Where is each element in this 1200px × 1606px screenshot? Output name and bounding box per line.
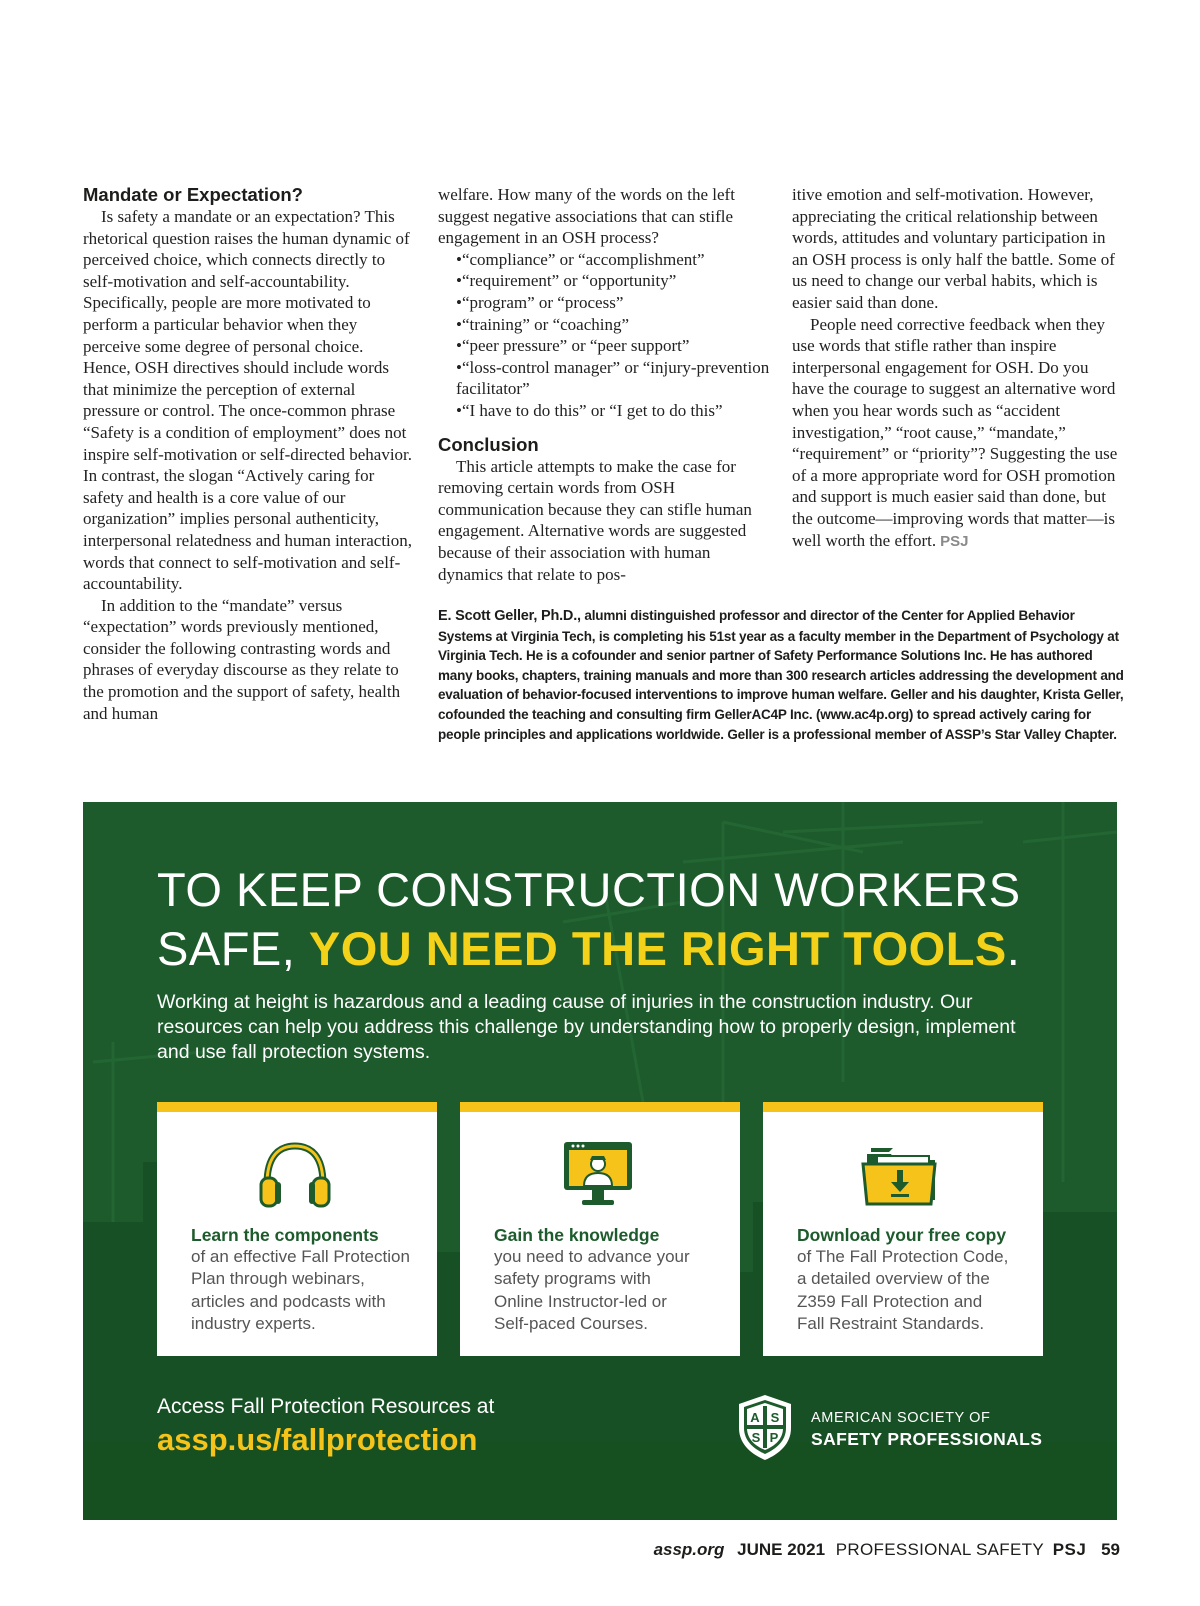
paragraph-text: People need corrective feedback when they use words that stifle rather than inspire interpersonal engagement for OSH. Do you have the courage to suggest an alternative word when you hear words such as “accident investigation,” “root cause,” “mandate,” “requirement” or “priority”? Suggesting the use of a more appropriate word for OSH promotion and support is much easier said than done, but the outcome—improving words that matter—is well worth the effort. [792, 314, 1118, 550]
author-bio [438, 606, 1128, 744]
footer-brand: PSJ [1052, 1540, 1087, 1559]
headline-highlight: YOU NEED THE RIGHT TOOLS [308, 922, 1007, 975]
logo-letter: S [751, 1430, 761, 1445]
section-heading-mandate: Mandate or Expectation? [83, 184, 303, 205]
paragraph [792, 314, 1122, 553]
card-learn-components[interactable] [157, 1102, 437, 1356]
logo-letter: A [750, 1410, 760, 1425]
assp-shield-logo [735, 1392, 795, 1462]
org-name-line-2: SAFETY PROFESSIONALS [811, 1429, 1043, 1449]
online-course-monitor-icon [558, 1138, 638, 1212]
list-item: •“peer pressure” or “peer support” [456, 336, 690, 356]
article-column-2 [438, 184, 778, 585]
paragraph: itive emotion and self-motivation. However, appreciating the critical relationship between words, attitudes and voluntary participation in an OSH process is only half the battle. Some of us need to change our verbal habits, which is easier said than done. [792, 185, 1115, 312]
download-folder-icon [861, 1138, 941, 1212]
list-item: •“program” or “process” [456, 292, 624, 312]
word-contrast-list [438, 249, 778, 422]
page-number: 59 [1101, 1540, 1120, 1559]
logo-letter: S [770, 1410, 780, 1425]
card-body: of The Fall Protection Code, a detailed overview of the Z359 Fall Protection and Fall Restraint Standards. [797, 1247, 1009, 1334]
paragraph: Is safety a mandate or an expectation? This rhetorical question raises the human dynamic of perceived choice, which connects directly to self-motivation and self-accountability. Specifically, people are more motivated to perform a particular behavior when they perceive some degree of personal choice. Hence, OSH directives should include words that minimize the perception of external pressure or control. The once-common phrase “Safety is a condition of employment” does not inspire self-motivation or self-directed behavior. In contrast, the slogan “Actively caring for safety and health is a core value of our organization” implies personal authenticity, interpersonal relatedness and human interaction, words that connect to self-motivation and self-accountability. [83, 207, 413, 594]
ad-headline [157, 860, 1057, 978]
card-title: Learn the components [191, 1225, 379, 1245]
footer-site[interactable]: assp.org [653, 1540, 725, 1559]
list-item: •“compliance” or “accomplishment” [456, 249, 705, 269]
paragraph: welfare. How many of the words on the left suggest negative associations that can stifle engagement in an OSH process? [438, 185, 735, 248]
section-heading-conclusion: Conclusion [438, 433, 539, 455]
end-mark: PSJ [940, 532, 969, 550]
card-title: Download your free copy [797, 1225, 1007, 1245]
card-body: you need to advance your safety programs with Online Instructor-led or Self-paced Courses. [494, 1247, 690, 1334]
list-item: •“requirement” or “opportunity” [456, 271, 677, 291]
author-name: E. Scott Geller, Ph.D., [438, 608, 581, 624]
headline-line-1: TO KEEP CONSTRUCTION WORKERS [157, 863, 1021, 916]
org-name-line-1: AMERICAN SOCIETY OF [811, 1410, 991, 1426]
list-item: •“loss-control manager” or “injury-prevention facilitator” [456, 357, 770, 399]
footer-date: JUNE 2021 [737, 1540, 826, 1559]
list-item: •“training” or “coaching” [456, 314, 630, 334]
access-resources-text: Access Fall Protection Resources at [157, 1395, 495, 1418]
page-footer [600, 1540, 1120, 1560]
article-column-3 [792, 184, 1122, 552]
footer-magazine: PROFESSIONAL SAFETY [835, 1540, 1044, 1559]
fall-protection-link[interactable]: assp.us/fallprotection [157, 1422, 478, 1457]
paragraph: In addition to the “mandate” versus “expectation” words previously mentioned, consider the following contrasting words and phrases of everyday discourse as they relate to the promotion and the support of safety, health and human [83, 595, 401, 723]
author-bio-text: alumni distinguished professor and director of the Center for Applied Behavior Systems at Virginia Tech, is completing his 51st year as a faculty member in the Department of Psychology at Virginia Tech. He is a cofounder and senior partner of Safety Performance Solutions Inc. He has authored many books, chapters, training manuals and more than 300 research articles addressing the development and evaluation of behavior-focused interventions to improve human welfare. Geller and his daughter, Krista Geller, cofounded the teaching and consulting firm GellerAC4P Inc. (www.ac4p.org) to spread actively caring for people principles and applications worldwide. Geller is a professional member of ASSP’s Star Valley Chapter. [438, 608, 1124, 742]
headline-safe: SAFE, [157, 922, 309, 975]
article-column-1 [83, 184, 413, 724]
headphones-icon [255, 1138, 335, 1212]
card-download-copy[interactable] [763, 1102, 1043, 1356]
fall-protection-ad[interactable] [83, 802, 1117, 1520]
ad-intro: Working at height is hazardous and a leading cause of injuries in the construction industry. Our resources can help you address this challenge by understanding how to properly design, implement and use fall protection systems. [157, 991, 1016, 1063]
paragraph: This article attempts to make the case for removing certain words from OSH communication because they can stifle human engagement. Alternative words are suggested because of their association with human dynamics that relate to pos- [438, 456, 752, 584]
card-gain-knowledge[interactable] [460, 1102, 740, 1356]
card-title: Gain the knowledge [494, 1225, 660, 1245]
headline-period: . [1006, 922, 1021, 975]
list-item: •“I have to do this” or “I get to do this” [456, 400, 723, 420]
card-body: of an effective Fall Protection Plan through webinars, articles and podcasts with industry experts. [191, 1247, 410, 1334]
logo-letter: P [769, 1430, 779, 1445]
